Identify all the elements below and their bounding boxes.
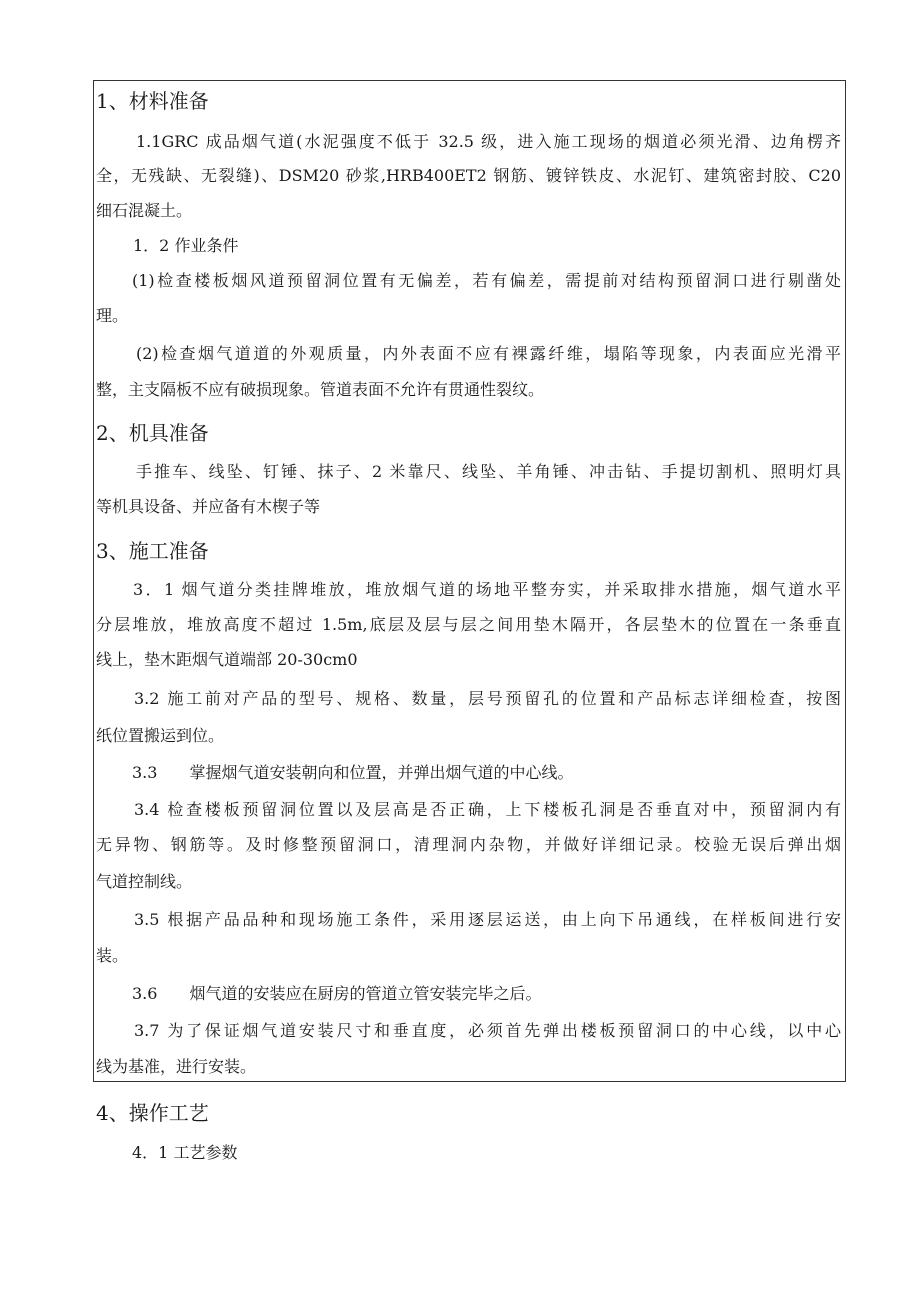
section-1-para-1-line-1: 1.1GRC 成品烟气道(水泥强度不低于 32.5 级，进入施工现场的烟道必须光滑、边角楞齐	[136, 132, 841, 151]
section-3-para-4-line-3: 气道控制线。	[96, 872, 193, 891]
section-3-para-7-line-1: 3.7 为了保证烟气道安装尺寸和垂直度，必须首先弹出楼板预留洞口的中心线，以中心	[134, 1021, 841, 1040]
section-3-heading: 3、施工准备	[96, 539, 209, 563]
section-1-subheading: 1．2 作业条件	[133, 236, 239, 255]
section-3-para-3: 3.3 掌握烟气道安装朝向和位置，并弹出烟气道的中心线。	[132, 763, 574, 782]
section-3-para-5-line-2: 装。	[96, 946, 129, 965]
section-4-subheading: 4．1 工艺参数	[132, 1143, 238, 1162]
section-3-para-4-line-1: 3.4 检查楼板预留洞位置以及层高是否正确，上下楼板孔洞是否垂直对中，预留洞内有	[134, 800, 841, 819]
section-3-para-1-line-2: 分层堆放，堆放高度不超过 1.5m,底层及层与层之间用垫木隔开，各层垫木的位置在一条垂直	[96, 615, 841, 634]
section-4-heading: 4、操作工艺	[96, 1101, 209, 1125]
section-3-para-2-line-2: 纸位置搬运到位。	[96, 726, 225, 745]
section-3-para-2-line-1: 3.2 施工前对产品的型号、规格、数量，层号预留孔的位置和产品标志详细检查，按图	[134, 689, 841, 708]
section-1-para-1-line-3: 细石混凝土。	[96, 201, 193, 220]
section-3-para-7-line-2: 线为基准，进行安装。	[96, 1057, 257, 1076]
section-2-para-line-1: 手推车、线坠、钉锤、抹子、2 米靠尺、线坠、羊角锤、冲击钻、手提切割机、照明灯具	[136, 462, 841, 481]
section-3-para-6: 3.6 烟气道的安装应在厨房的管道立管安装完毕之后。	[132, 984, 542, 1003]
section-2-heading: 2、机具准备	[96, 421, 209, 445]
section-3-para-4-line-2: 无异物、钢筋等。及时修整预留洞口，清理洞内杂物，并做好详细记录。校验无误后弹出烟	[96, 835, 841, 854]
section-1-para-1-line-2: 全，无残缺、无裂缝)、DSM20 砂浆,HRB400ET2 钢筋、镀锌铁皮、水泥钉、建筑密封胶、C20	[96, 166, 841, 185]
section-1-para-2-line-1: (1)检查楼板烟风道预留洞位置有无偏差，若有偏差，需提前对结构预留洞口进行剔凿处	[132, 271, 841, 290]
section-1-para-3-line-1: (2)检查烟气道道的外观质量，内外表面不应有裸露纤维，塌陷等现象，内表面应光滑平	[136, 344, 841, 363]
section-3-para-1-line-3: 线上，垫木距烟气道端部 20-30cm0	[96, 650, 358, 669]
section-3-para-5-line-1: 3.5 根据产品品种和现场施工条件，采用逐层运送，由上向下吊通线，在样板间进行安	[134, 910, 841, 929]
section-2-para-line-2: 等机具设备、并应备有木楔子等	[96, 497, 321, 516]
section-1-para-3-line-2: 整，主支隔板不应有破损现象。管道表面不允许有贯通性裂纹。	[96, 380, 545, 399]
section-1-heading: 1、材料准备	[96, 89, 209, 113]
section-1-para-2-line-2: 理。	[96, 306, 129, 325]
section-3-para-1-line-1: 3．1 烟气道分类挂牌堆放，堆放烟气道的场地平整夯实，并采取排水措施，烟气道水平	[133, 580, 841, 599]
